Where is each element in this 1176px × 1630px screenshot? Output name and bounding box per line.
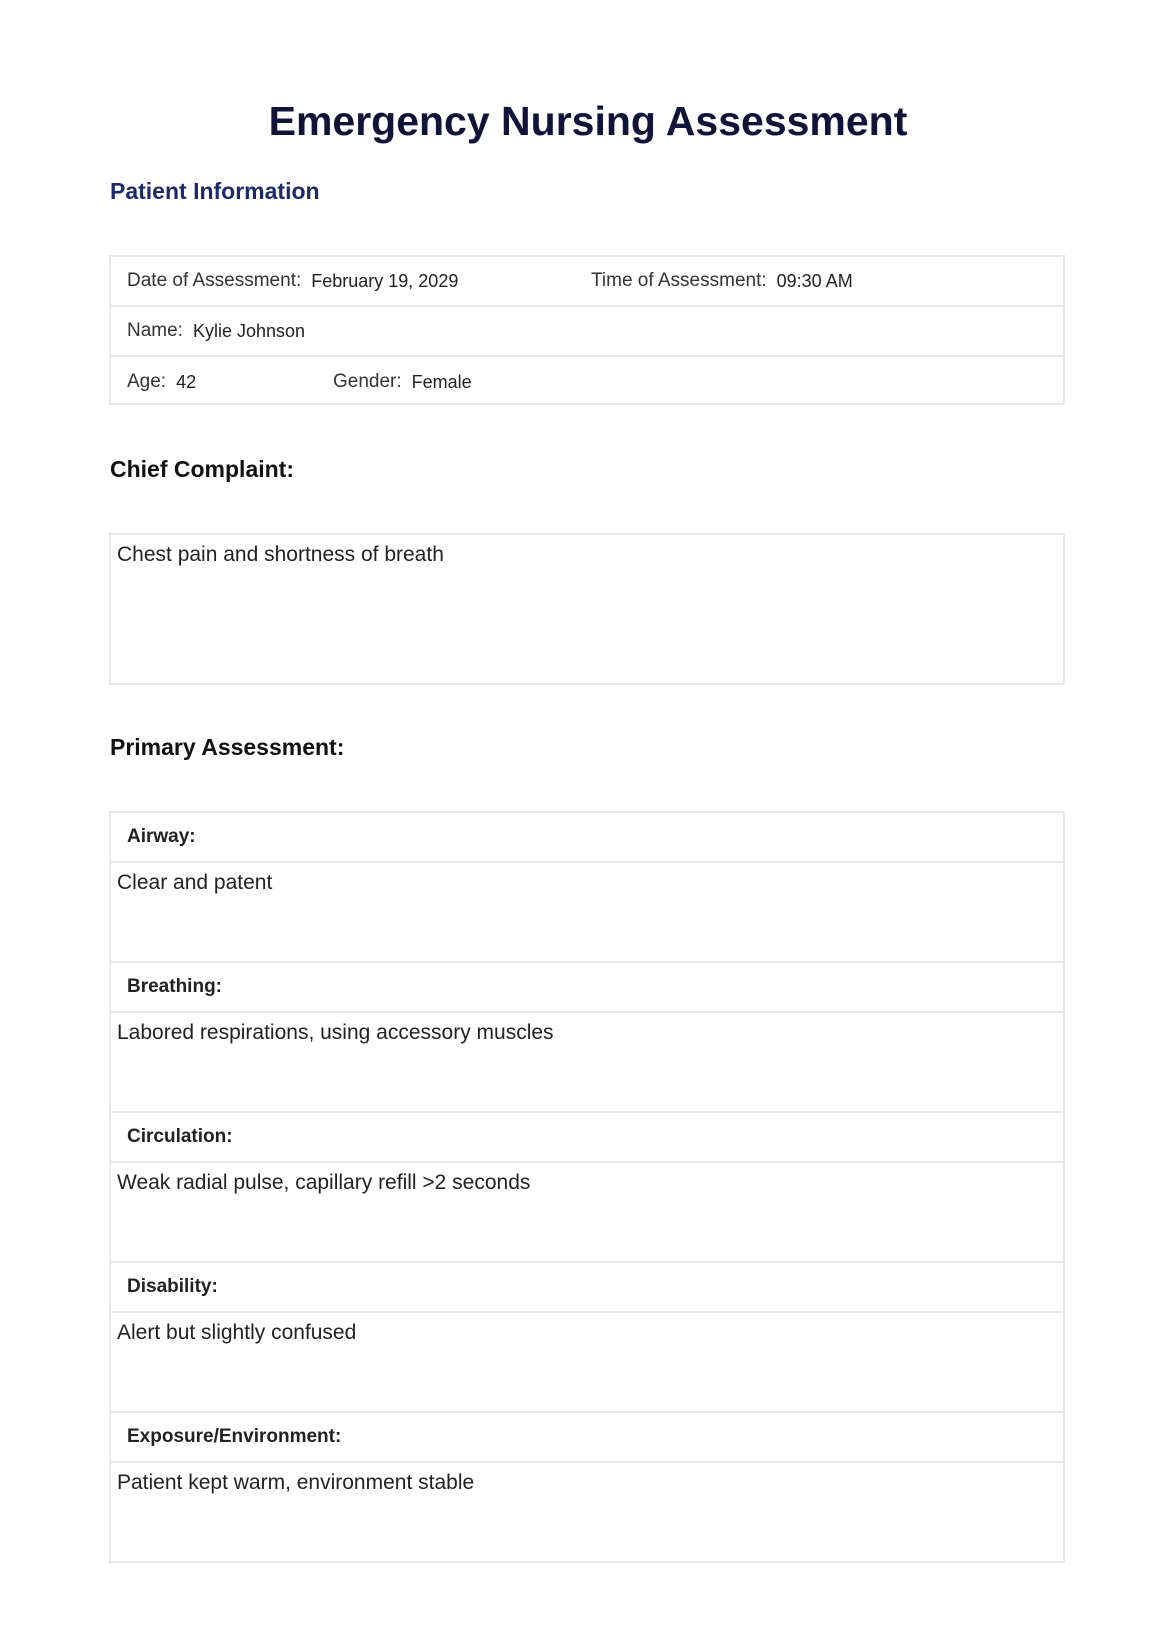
date-time-row [111, 257, 1063, 307]
patient-info-table [109, 255, 1065, 405]
section-value[interactable]: Weak radial pulse, capillary refill >2 seconds [111, 1163, 1063, 1263]
section-label: Circulation: [111, 1113, 1063, 1163]
section-label: Airway: [111, 813, 1063, 863]
patient-information-heading: Patient Information [110, 178, 320, 204]
exposure-section [111, 1413, 1063, 1563]
breathing-section [111, 963, 1063, 1113]
primary-assessment-table [109, 811, 1065, 1563]
name-row [111, 307, 1063, 357]
name-label: Name: [127, 320, 183, 341]
section-label: Breathing: [111, 963, 1063, 1013]
age-value[interactable]: 42 [176, 371, 197, 392]
section-value[interactable]: Patient kept warm, environment stable [117, 1471, 475, 1494]
name-value[interactable]: Kylie Johnson [192, 320, 306, 341]
age-gender-row [111, 357, 1063, 407]
time-label: Time of Assessment: [591, 270, 767, 291]
time-value[interactable]: 09:30 AM [776, 270, 853, 291]
primary-assessment-heading: Primary Assessment: [110, 734, 345, 760]
section-value[interactable]: Clear and patent [111, 863, 1063, 963]
gender-label: Gender: [333, 371, 402, 392]
disability-section [111, 1263, 1063, 1413]
chief-complaint-heading: Chief Complaint: [110, 456, 294, 482]
airway-section [111, 813, 1063, 963]
chief-complaint-value: Chest pain and shortness of breath [117, 543, 444, 566]
page-title: Emergency Nursing Assessment [268, 98, 908, 144]
age-label: Age: [127, 371, 167, 392]
date-value[interactable]: February 19, 2029 [311, 270, 459, 291]
section-label: Disability: [111, 1263, 1063, 1313]
section-value[interactable]: Alert but slightly confused [111, 1313, 1063, 1413]
gender-value[interactable]: Female [411, 371, 472, 392]
section-label: Exposure/Environment: [111, 1413, 1063, 1463]
chief-complaint-box[interactable] [109, 533, 1065, 685]
section-value[interactable]: Labored respirations, using accessory muscles [111, 1013, 1063, 1113]
circulation-section [111, 1113, 1063, 1263]
date-label: Date of Assessment: [127, 270, 302, 291]
